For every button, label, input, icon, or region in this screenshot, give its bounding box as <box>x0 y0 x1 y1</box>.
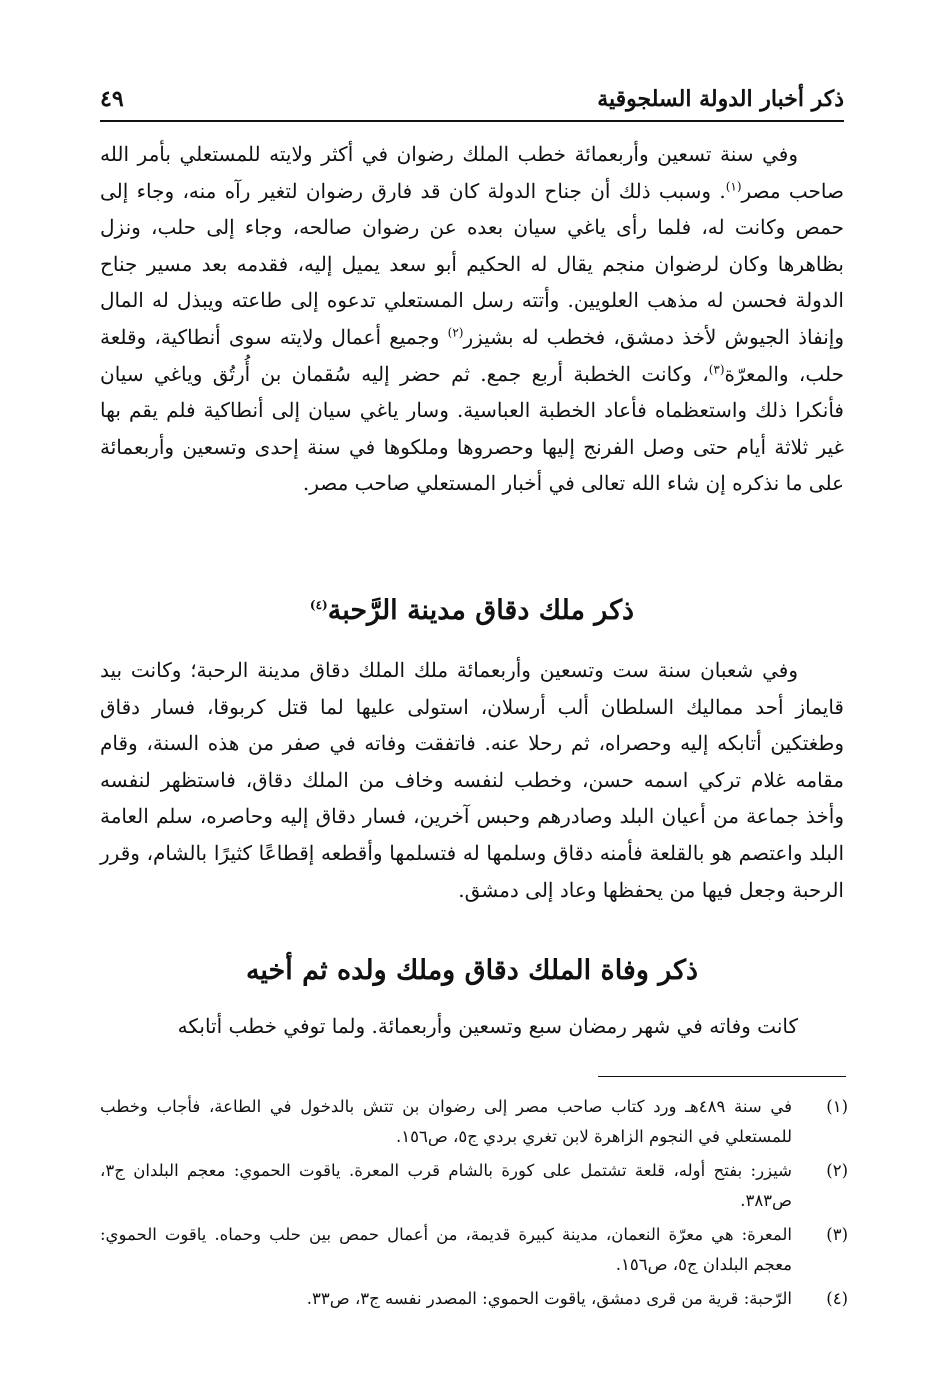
paragraph-1-text-a: وفي سنة تسعين وأربعمائة خطب الملك رضوان في أكثر ولايته للمستعلي بأمر الله صاحب مصر <box>100 142 844 203</box>
paragraph-1-text-c: وجميع أعمال ولايته سوى أنطاكية، وقلعة حلب، والمعرّة <box>100 324 845 386</box>
page-header <box>100 82 844 116</box>
paragraph-1-text-b: . وسبب ذلك أن جناح الدولة كان قد فارق رضوان لتغير رآه منه، وجاء إلى حمص وكانت له، فلما رأى ياغي سيان بعده عن رضوان صالحه، وجاء إلى حلب، ونزل بظاهرها وكان لرضوان منجم يقال له الحكيم أبو سعد يميل إليه، فقدمه بعد مسير جناح الدولة فحسن له مذهب العلويين. وأتته رسل المستعلي تدعوه إلى طاعته ويبذل له المال وإنفاذ الجيوش لأخذ دمشق، فخطب له بشيزر <box>100 178 844 349</box>
paragraph-1 <box>100 136 844 502</box>
section-heading-rahba-text: ذكر ملك دقاق مدينة الرَّحبة <box>327 595 635 626</box>
page-number: ٤٩ <box>100 86 124 112</box>
footnote-text: المعرة: هي معرّة النعمان، مدينة كبيرة قديمة، من أعمال حمص بين حلب وحماه. ياقوت الحموي: معجم البلدان ج٥، ص١٥٦. <box>100 1225 792 1274</box>
footnote-number: (٣) <box>826 1225 848 1244</box>
footnote-divider <box>598 1076 846 1077</box>
footnote-3 <box>100 1220 848 1280</box>
footnote-number: (١) <box>826 1097 848 1116</box>
paragraph-2: وفي شعبان سنة ست وتسعين وأربعمائة ملك الملك دقاق مدينة الرحبة؛ وكانت بيد قايماز أحد مماليك السلطان ألب أرسلان، استولى عليها لما قتل كربوقا، فسار دقاق وطغتكين أتابكه إليه وحصراه، ثم رحلا عنه. فاتفقت وفاته في صفر من هذه السنة، وقام مقامه غلام تركي اسمه حسن، وخطب لنفسه وخاف من الملك دقاق، فاستظهر لنفسه وأخذ جماعة من أعيان البلد وصادرهم وحبس آخرين، فسار دقاق إليه وحاصره، سلم العامة البلد واعتصم هو بالقلعة فأمنه دقاق وسلمها له فتسلمها وأقطعه إقطاعًا كثيرًا بالشام، وقرر الرحبة وجعل فيها من يحفظها وعاد إلى دمشق. <box>100 658 844 902</box>
footnote-ref-3: (٣) <box>708 361 725 376</box>
paragraph-1-text-d: ، وكانت الخطبة أربع جمع. ثم حضر إليه سُقمان بن أُرتُق وياغي سيان فأنكرا ذلك واستعظماه فأعاد الخطبة العباسية. وسار ياغي سيان إلى أنطاكية فلم يقم بها غير ثلاثة أيام حتى وصل الفرنج إليها وحصروها وملكوها في سنة إحدى وتسعين وأربعمائة على ما نذكره إن شاء الله تعالى في أخبار المستعلي صاحب مصر. <box>100 361 844 496</box>
footnote-text: شيزر: بفتح أوله، قلعة تشتمل على كورة بالشام قرب المعرة. ياقوت الحموي: معجم البلدان ج٣، ص٣٨٣. <box>100 1161 792 1210</box>
footnote-number: (٤) <box>826 1289 848 1308</box>
footnote-ref-2: (٢) <box>447 325 464 340</box>
footnote-text: في سنة ٤٨٩هـ ورد كتاب صاحب مصر إلى رضوان بن تتش بالدخول في الطاعة، فأجاب وخطب للمستعلي في النجوم الزاهرة لابن تغري بردي ج٥، ص١٥٦. <box>100 1097 792 1146</box>
running-title: ذكر أخبار الدولة السلجوقية <box>597 86 844 112</box>
footnote-ref-1: (١) <box>725 178 742 193</box>
paragraph-3: كانت وفاته في شهر رمضان سبع وتسعين وأربعمائة. ولما توفي خطب أتابكه <box>177 1014 798 1038</box>
header-divider <box>100 120 844 122</box>
footnote-ref-4: (٤) <box>309 598 328 612</box>
footnotes-list <box>100 1092 848 1318</box>
footnote-number: (٢) <box>826 1161 848 1180</box>
footnote-2 <box>100 1156 848 1216</box>
footnote-1 <box>100 1092 848 1152</box>
footnote-text: الرّحبة: قرية من قرى دمشق، ياقوت الحموي: المصدر نفسه ج٣، ص٣٣. <box>306 1289 792 1308</box>
footnote-4 <box>100 1284 848 1314</box>
section-heading-duqaq-death: ذكر وفاة الملك دقاق وملك ولده ثم أخيه <box>245 955 699 986</box>
section-heading-rahba <box>100 591 844 631</box>
